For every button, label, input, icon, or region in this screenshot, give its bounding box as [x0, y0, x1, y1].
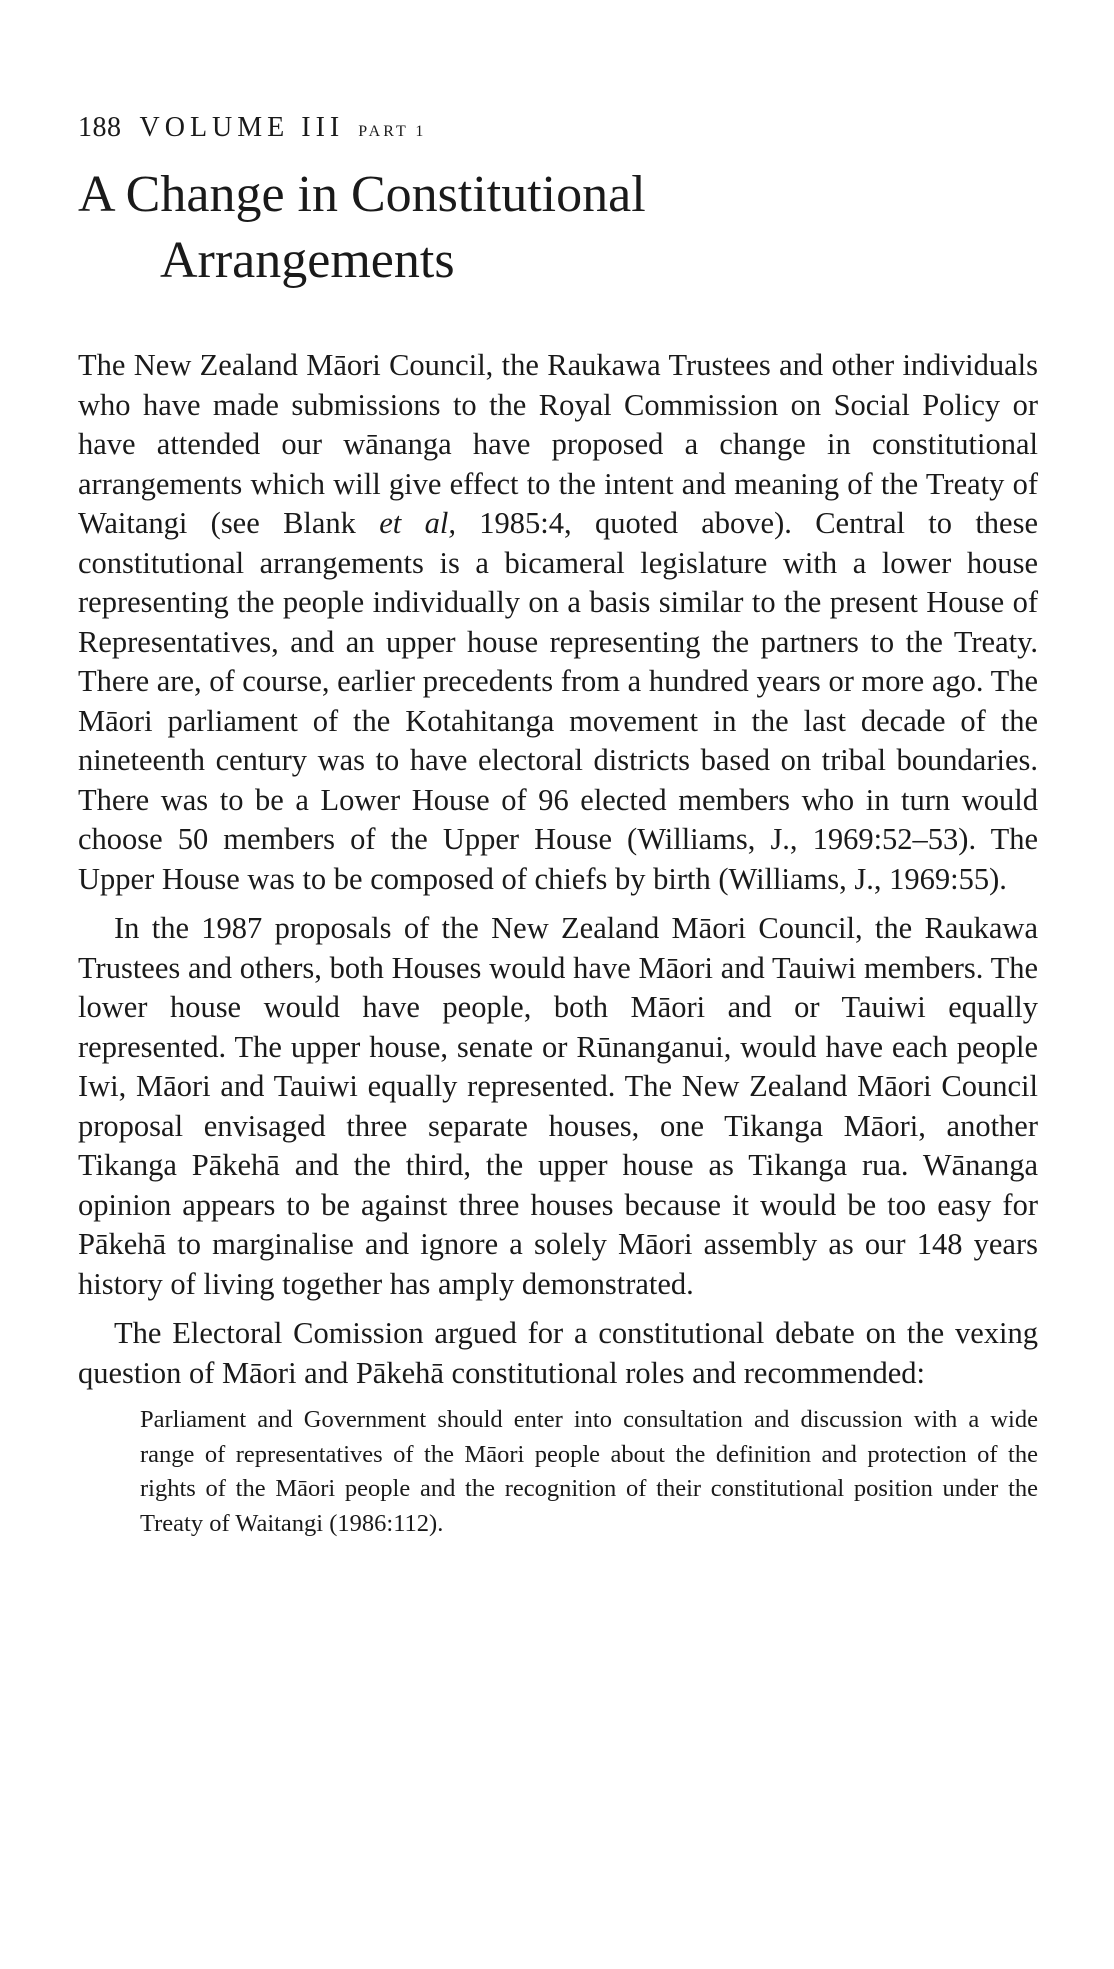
part-label: PART 1: [358, 123, 427, 140]
paragraph-1-text-a: The New Zealand Māori Council, the Raukawa Trustees and other individuals who have made submissions to the Royal Commission on Social Policy or have attended our wānanga have proposed a change in constitutional arrangements which will give effect to the intent and meaning of the Treaty of Waitangi (see Blank: [78, 348, 1038, 540]
paragraph-1: [78, 346, 1038, 899]
page: [78, 110, 1038, 1541]
paragraph-1-text-b: 1985:4, quoted above). Central to these constitutional arrangements is a bicameral legislature with a lower house representing the people individually on a basis similar to the present House of Representatives, and an upper house representing the partners to the Treaty. There are, of course, earlier precedents from a hundred years or more ago. The Māori parliament of the Kotahitanga movement in the last decade of the nineteenth century was to have electoral districts based on tribal boundaries. There was to be a Lower House of 96 elected members who in turn would choose 50 members of the Upper House (Williams, J., 1969:52–53). The Upper House was to be composed of chiefs by birth (Williams, J., 1969:55).: [78, 506, 1038, 896]
paragraph-2: In the 1987 proposals of the New Zealand Māori Council, the Raukawa Trustees and others, both Houses would have Māori and Tauiwi members. The lower house would have people, both Māori and or Tauiwi equally represented. The upper house, senate or Rūnanganui, would have each people Iwi, Māori and Tauiwi equally represented. The New Zealand Māori Council proposal envisaged three separate houses, one Tikanga Māori, another Tikanga Pākehā and the third, the upper house as Tikanga rua. Wānanga opinion appears to be against three houses because it would be too easy for Pākehā to marginalise and ignore a solely Māori assembly as our 148 years history of living together has amply demonstrated.: [78, 911, 1038, 1301]
paragraph-3: The Electoral Comission argued for a constitutional debate on the vexing question of Māori and Pākehā constitutional roles and recommended:: [78, 1316, 1038, 1390]
running-head: [78, 110, 1038, 150]
block-quote: Parliament and Government should enter into consultation and discussion with a wide range of representatives of the Māori people about the definition and protection of the rights of the Māori people and the recognition of their constitutional position under the Treaty of Waitangi (1986:112).: [140, 1406, 1038, 1537]
body-text: [78, 346, 1038, 1541]
volume-label: VOLUME III: [139, 112, 345, 143]
section-title: A Change in Constitutional Arrangements: [78, 166, 646, 289]
page-number: 188: [78, 112, 122, 143]
paragraph-1-emphasis: et al,: [379, 506, 456, 540]
